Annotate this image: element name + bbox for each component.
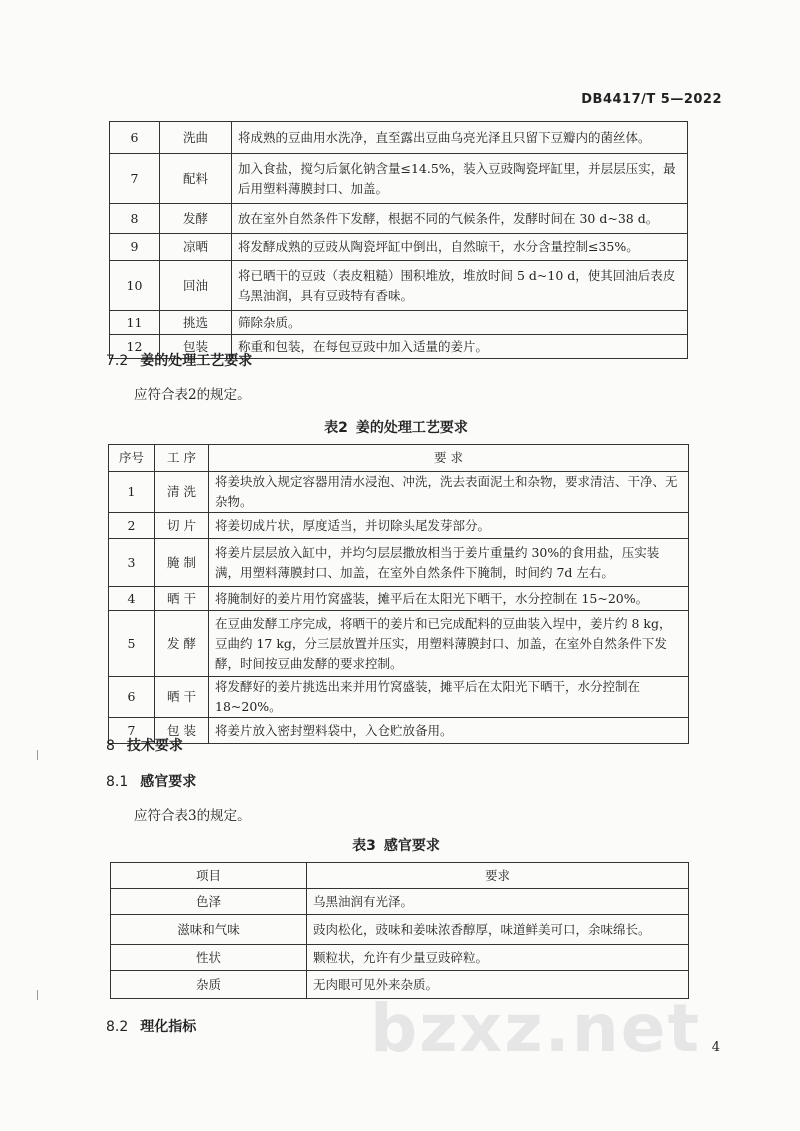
caption-title: 感官要求	[383, 838, 440, 854]
standard-number: DB4417/T 5—2022	[581, 92, 722, 107]
caption-number: 表3	[352, 838, 376, 854]
process-requirement: 将姜切成片状，厚度适当，并切除头尾发芽部分。	[209, 513, 689, 539]
row-number: 6	[110, 122, 160, 154]
process-step: 回油	[160, 261, 232, 311]
section-title: 理化指标	[140, 1019, 197, 1035]
column-header-req: 要求	[307, 863, 689, 889]
row-number: 10	[110, 261, 160, 311]
column-header-item: 项目	[111, 863, 307, 889]
row-number: 12	[110, 335, 160, 359]
process-step: 晒 干	[155, 587, 209, 611]
row-number: 4	[109, 587, 155, 611]
row-number: 2	[109, 513, 155, 539]
table-row	[109, 587, 689, 611]
section-7-2-text: 应符合表2的规定。	[134, 387, 251, 403]
section-title: 姜的处理工艺要求	[140, 353, 253, 369]
column-header-step: 工 序	[155, 445, 209, 472]
table-row	[109, 472, 689, 513]
sensory-requirement: 无肉眼可见外来杂质。	[307, 971, 689, 999]
page-number: 4	[711, 1040, 720, 1055]
process-requirement: 加入食盐，搅匀后氯化钠含量≤14.5%，装入豆豉陶瓷坪缸里，并层层压实，最后用塑料薄膜封口、加盖。	[232, 154, 688, 204]
table-row	[111, 945, 689, 971]
section-8-1-text: 应符合表3的规定。	[134, 808, 251, 824]
section-title: 感官要求	[140, 774, 197, 790]
margin-mark	[37, 990, 38, 1000]
caption-title: 姜的处理工艺要求	[355, 420, 468, 436]
table-row	[110, 234, 688, 261]
table-3	[110, 862, 689, 999]
section-7-2-heading	[106, 350, 252, 370]
process-requirement: 将成熟的豆曲用水洗净，直至露出豆曲乌亮光泽且只留下豆瓣内的菌丝体。	[232, 122, 688, 154]
process-step: 凉晒	[160, 234, 232, 261]
margin-mark	[37, 750, 38, 760]
sensory-requirement: 颗粒状，允许有少量豆豉碎粒。	[307, 945, 689, 971]
table-row	[109, 539, 689, 587]
row-number: 7	[110, 154, 160, 204]
sensory-requirement: 豉肉松化，豉味和姜味浓香醇厚，味道鲜美可口，余味绵长。	[307, 915, 689, 945]
sensory-item: 色泽	[111, 889, 307, 915]
column-header-req: 要 求	[209, 445, 689, 472]
row-number: 8	[110, 204, 160, 234]
table-row	[109, 718, 689, 744]
process-requirement: 在豆曲发酵工序完成，将晒干的姜片和已完成配料的豆曲装入埕中，姜片约 8 kg，豆曲约 17 kg，分三层放置并压实，用塑料薄膜封口、加盖，在室外自然条件下发酵，时间按豆曲发酵的要求控制。	[209, 611, 689, 677]
row-number: 1	[109, 472, 155, 513]
sensory-requirement: 乌黑油润有光泽。	[307, 889, 689, 915]
caption-number: 表2	[324, 420, 348, 436]
table-header-row	[111, 863, 689, 889]
process-step: 挑选	[160, 311, 232, 335]
sensory-item: 杂质	[111, 971, 307, 999]
table-row	[110, 204, 688, 234]
table-2-caption	[0, 417, 800, 437]
table-3-caption	[0, 835, 800, 855]
table-row	[110, 311, 688, 335]
process-requirement: 将姜片放入密封塑料袋中，入仓贮放备用。	[209, 718, 689, 744]
process-requirement: 将已晒干的豆豉（表皮粗糙）围积堆放，堆放时间 5 d~10 d，使其回油后表皮乌黑油润，具有豆豉特有香味。	[232, 261, 688, 311]
process-step: 包 装	[155, 718, 209, 744]
section-number: 8	[106, 738, 115, 754]
table-row	[110, 261, 688, 311]
process-requirement: 将发酵好的姜片挑选出来并用竹窝盛装，摊平后在太阳光下晒干，水分控制在 18~20%。	[209, 677, 689, 718]
table-row	[110, 122, 688, 154]
section-title: 技术要求	[126, 738, 183, 754]
process-step: 发 酵	[155, 611, 209, 677]
process-requirement: 将姜片层层放入缸中，并均匀层层撒放相当于姜片重量约 30%的食用盐，压实装满，用塑料薄膜封口、加盖，在室外自然条件下腌制，时间约 7d 左右。	[209, 539, 689, 587]
table-2	[108, 444, 689, 744]
process-requirement: 将发酵成熟的豆豉从陶瓷坪缸中倒出，自然晾干，水分含量控制≤35%。	[232, 234, 688, 261]
section-8-2-heading	[106, 1016, 196, 1036]
sensory-item: 性状	[111, 945, 307, 971]
process-requirement: 将姜块放入规定容器用清水浸泡、冲洗，洗去表面泥土和杂物，要求清洁、干净、无杂物。	[209, 472, 689, 513]
column-header-no: 序号	[109, 445, 155, 472]
section-8-heading	[106, 735, 183, 755]
table-header-row	[109, 445, 689, 472]
row-number: 5	[109, 611, 155, 677]
process-step: 切 片	[155, 513, 209, 539]
watermark: bzxz.net	[370, 990, 702, 1067]
row-number: 6	[109, 677, 155, 718]
section-number: 7.2	[106, 353, 129, 369]
process-step: 包装	[160, 335, 232, 359]
section-number: 8.1	[106, 774, 129, 790]
process-step: 配料	[160, 154, 232, 204]
process-requirement: 筛除杂质。	[232, 311, 688, 335]
table-row	[110, 154, 688, 204]
process-step: 清 洗	[155, 472, 209, 513]
process-requirement: 称重和包装，在每包豆豉中加入适量的姜片。	[232, 335, 688, 359]
process-requirement: 放在室外自然条件下发酵，根据不同的气候条件，发酵时间在 30 d~38 d。	[232, 204, 688, 234]
table-row	[109, 677, 689, 718]
row-number: 7	[109, 718, 155, 744]
section-number: 8.2	[106, 1019, 129, 1035]
section-8-1-heading	[106, 771, 196, 791]
process-step: 晒 干	[155, 677, 209, 718]
process-step: 腌 制	[155, 539, 209, 587]
process-requirement: 将腌制好的姜片用竹窝盛装，摊平后在太阳光下晒干，水分控制在 15~20%。	[209, 587, 689, 611]
row-number: 3	[109, 539, 155, 587]
table-1-continued	[109, 121, 688, 359]
process-step: 洗曲	[160, 122, 232, 154]
table-row	[109, 513, 689, 539]
table-row	[111, 915, 689, 945]
row-number: 11	[110, 311, 160, 335]
table-row	[109, 611, 689, 677]
table-row	[111, 889, 689, 915]
row-number: 9	[110, 234, 160, 261]
process-step: 发酵	[160, 204, 232, 234]
sensory-item: 滋味和气味	[111, 915, 307, 945]
